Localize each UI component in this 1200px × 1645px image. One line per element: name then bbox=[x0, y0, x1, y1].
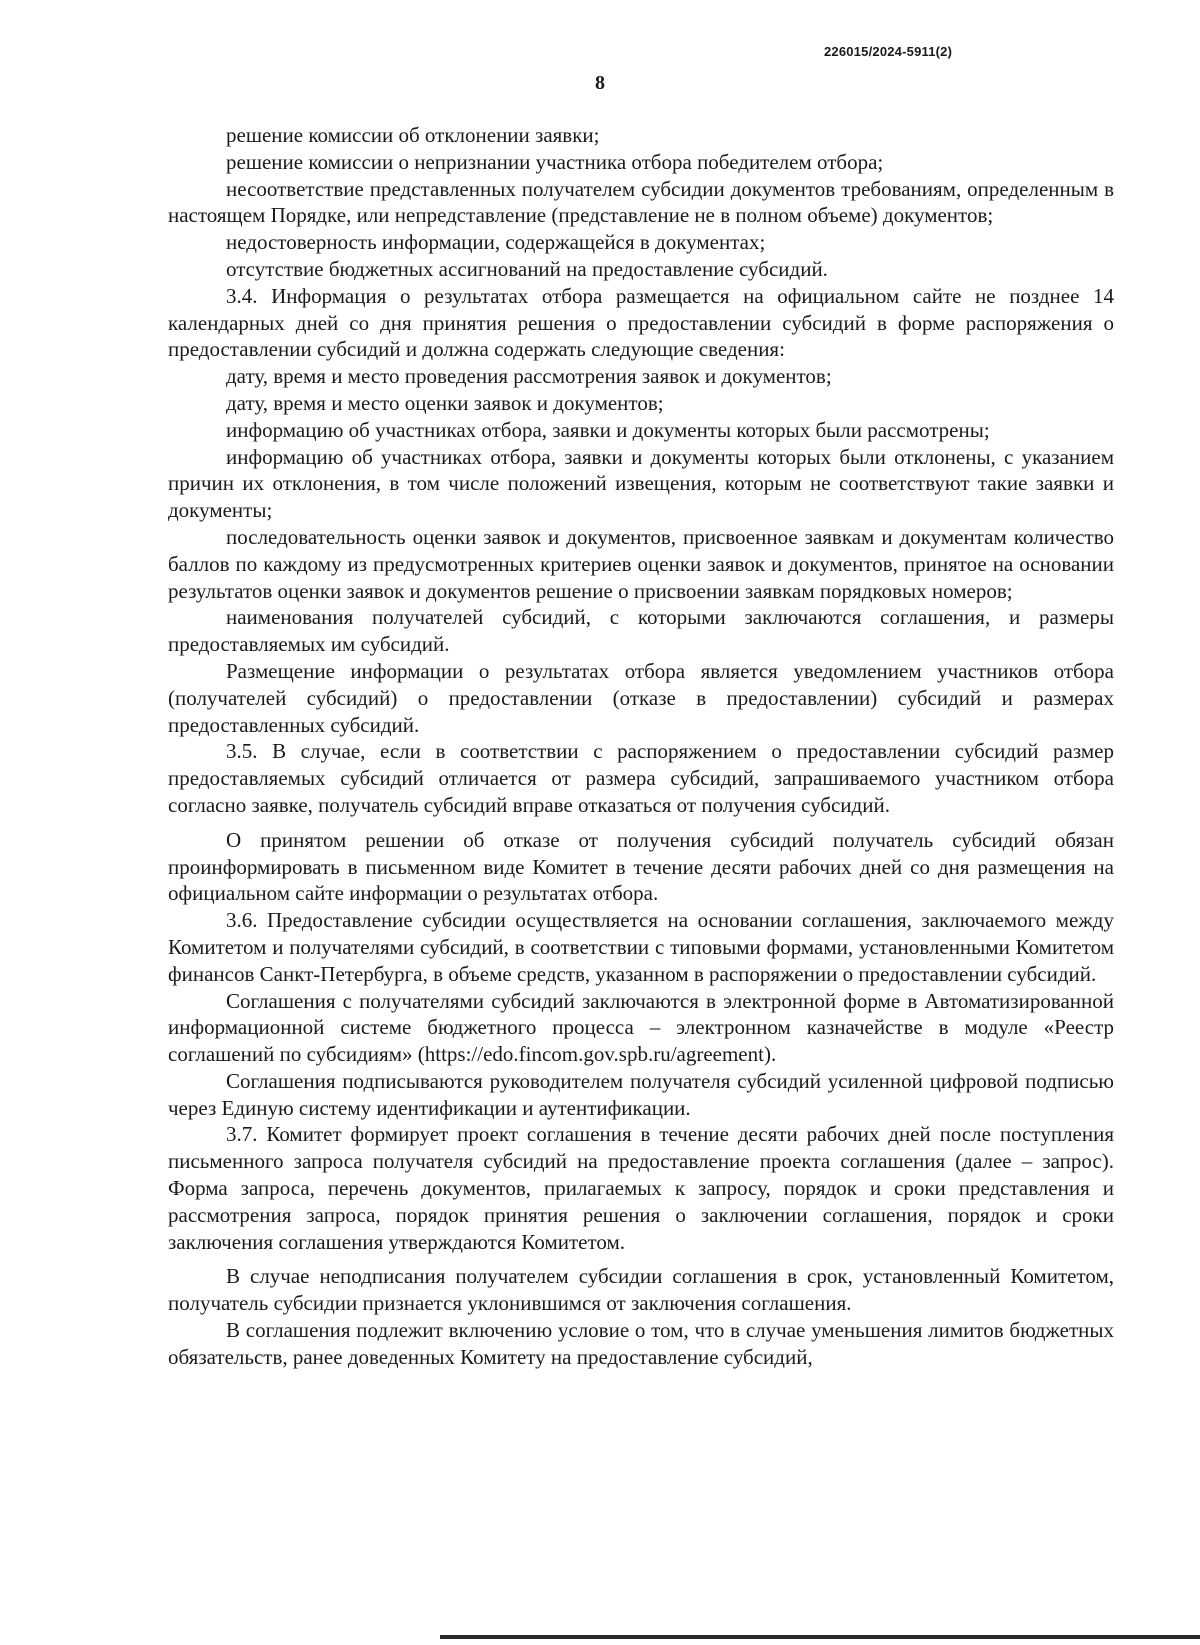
paragraph: отсутствие бюджетных ассигнований на предоставление субсидий. bbox=[226, 256, 828, 281]
paragraph: 3.7. Комитет формирует проект соглашения в течение десяти рабочих дней после поступления письменного запроса получателя субсидий на предоставление проекта соглашения (далее – запрос). Форма запроса, перечень документов, прилагаемых к запросу, порядок и сроки представления и рассмотрения запроса, порядок принятия решения о заключении соглашения, порядок и сроки заключения соглашения утверждаются Комитетом. bbox=[168, 1122, 1114, 1254]
paragraph: недостоверность информации, содержащейся в документах; bbox=[226, 230, 766, 255]
paragraph: В случае неподписания получателем субсидии соглашения в срок, установленный Комитетом, получатель субсидии признается уклонившимся от заключения соглашения. bbox=[168, 1264, 1114, 1316]
paragraph: О принятом решении об отказе от получения субсидий получатель субсидий обязан проинформировать в письменном виде Комитет в течение десяти рабочих дней со дня размещения на официальном сайте информации о результатах отбора. bbox=[168, 827, 1114, 906]
paragraph: 3.4. Информация о результатах отбора размещается на официальном сайте не позднее 14 календарных дней со дня принятия решения о предоставлении субсидий в форме распоряжения о предоставлении субсидий и должна содержать следующие сведения: bbox=[168, 283, 1114, 362]
paragraph: несоответствие представленных получателем субсидии документов требованиям, определенным в настоящем Порядке, или непредставление (представление не в полном объеме) документов; bbox=[168, 176, 1114, 228]
paragraph: В соглашения подлежит включению условие о том, что в случае уменьшения лимитов бюджетных обязательств, ранее доведенных Комитету на предоставление субсидий, bbox=[168, 1318, 1114, 1369]
paragraph: 3.6. Предоставление субсидии осуществляется на основании соглашения, заключаемого между Комитетом и получателями субсидий, в соответствии с типовыми формами, установленными Комитетом финансов Санкт-Петербурга, в объеме средств, указанном в распоряжении о предоставлении субсидий. bbox=[168, 908, 1114, 986]
paragraph: дату, время и место проведения рассмотрения заявок и документов; bbox=[226, 364, 832, 389]
paragraph: информацию об участниках отбора, заявки и документы которых были отклонены, с указанием причин их отклонения, в том числе положений извещения, которым не соответствуют такие заявки и документы; bbox=[168, 444, 1114, 523]
document-body bbox=[168, 122, 1114, 1371]
paragraph: дату, время и место оценки заявок и документов; bbox=[226, 390, 664, 415]
page-number: 8 bbox=[595, 72, 605, 94]
paragraph: Размещение информации о результатах отбора является уведомлением участников отбора (получателей субсидий) о предоставлении (отказе в предоставлении) субсидий и размерах предоставленных субсидий. bbox=[168, 658, 1114, 737]
document-id: 226015/2024-5911(2) bbox=[824, 44, 953, 59]
paragraph: решение комиссии об отклонении заявки; bbox=[226, 123, 600, 147]
paragraph: Соглашения подписываются руководителем получателя субсидий усиленной цифровой подписью через Единую систему идентификации и аутентификации. bbox=[168, 1068, 1114, 1120]
paragraph: наименования получателей субсидий, с которыми заключаются соглашения, и размеры предоставляемых им субсидий. bbox=[168, 605, 1114, 657]
paragraph: Соглашения с получателями субсидий заключаются в электронной форме в Автоматизированной информационной системе бюджетного процесса – электронном казначействе в модуле «Реестр соглашений по субсидиям» (https://edo.fincom.gov.spb.ru/agreement). bbox=[168, 988, 1114, 1067]
paragraph: информацию об участниках отбора, заявки и документы которых были рассмотрены; bbox=[226, 417, 990, 442]
paragraph: решение комиссии о непризнании участника отбора победителем отбора; bbox=[226, 149, 884, 174]
paragraph: 3.5. В случае, если в соответствии с распоряжением о предоставлении субсидий размер предоставляемых субсидий отличается от размера субсидий, запрашиваемого участником отбора согласно заявке, получатель субсидий вправе отказаться от получения субсидий. bbox=[168, 739, 1114, 817]
paragraph: последовательность оценки заявок и документов, присвоенное заявкам и документам количество баллов по каждому из предусмотренных критериев оценки заявок и документов, принятое на основании результатов оценки заявок и документов решение о присвоении заявкам порядковых номеров; bbox=[168, 524, 1114, 603]
scan-edge-line bbox=[440, 1635, 1200, 1639]
